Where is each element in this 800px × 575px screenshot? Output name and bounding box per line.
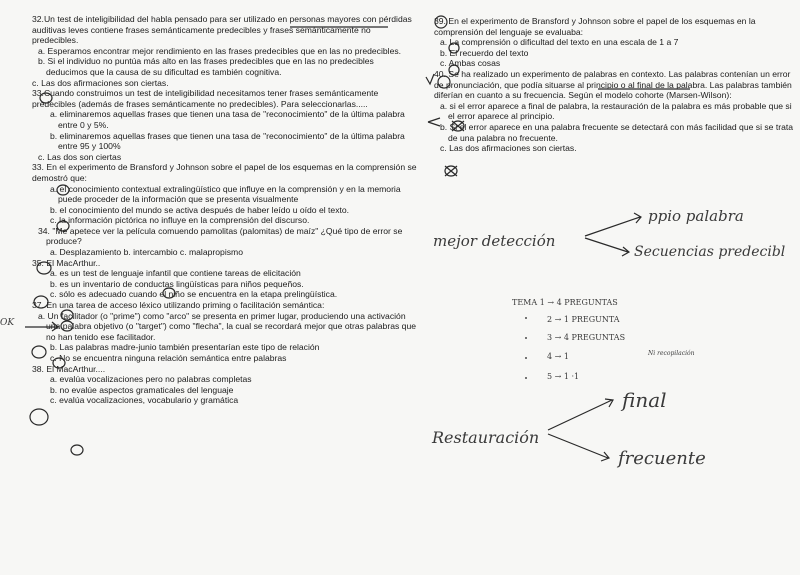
answer-circle-q40c	[445, 166, 457, 176]
q39-option-c: c. Ambas cosas	[440, 58, 501, 69]
q37-option-b: b. Las palabras madre-junio también presentarían este tipo de relación	[50, 342, 320, 353]
note-tema-2: 2 → 1 PREGUNTA	[547, 315, 620, 324]
q39-option-b: b. El recuerdo del texto	[440, 47, 529, 58]
q37-stem: 37. En una tarea de acceso léxico utilizando priming o facilitación semántica:	[32, 300, 325, 311]
q38-option-a: a. evalúa vocalizaciones pero no palabras completas	[50, 374, 252, 385]
q33a-option-b: b. eliminaremos aquellas frases que tienen una tasa de "reconocimiento" de la última palabra entre 95 y 100%	[50, 130, 405, 152]
q40-option-c: c. Las dos afirmaciones son ciertas.	[440, 143, 577, 154]
note-ok: OK	[0, 318, 15, 328]
q38-option-c: c. evalúa vocalizaciones, vocabulario y gramática	[50, 395, 239, 406]
q33b-option-b: b. el conocimiento del mundo se activa después de haber leído u oído el texto.	[50, 204, 350, 215]
checkmark-q40	[426, 74, 434, 84]
answer-circle-q38	[71, 445, 83, 455]
arrow-to-frecuente	[548, 434, 609, 461]
cross-q40c	[445, 166, 457, 176]
q34-stem: 34. "Me apetece ver la película comuendo pamolitas (palomitas) de maíz" ¿Qué tipo de error se produce?	[38, 225, 403, 247]
note-ppio-palabra: ppio palabra	[648, 207, 744, 225]
right-column	[434, 16, 794, 154]
q38-stem: 38. El MacArthur....	[32, 363, 106, 374]
q34-options: a. Desplazamiento b. intercambio c. malapropismo	[50, 247, 243, 258]
q33a-stem: 33.Cuando construimos un test de inteligibilidad necesitamos tener frases semánticamente predecibles (además de frases semánticamente no predecibles). Para seleccionarlas.....	[32, 88, 379, 109]
arrow-to-secuencias	[585, 238, 629, 256]
q35-option-b: b. es un inventario de conductas lingüísticas para niños pequeños.	[50, 278, 304, 289]
arrow-to-ppio	[585, 213, 641, 236]
note-tema-3: 3 → 4 PREGUNTAS	[547, 333, 626, 342]
q33a-option-c: c. Las dos son ciertas	[38, 151, 122, 162]
q40-stem: 40. Se ha realizado un experimento de palabras en contexto. Las palabras contenían un error de pronunciación, que podía situarse al principio o al final de la palabra. Las palabras también diferían en cuanto a su frecuencia. Según el modelo cohorte (Marsen-Wilson):	[434, 68, 792, 101]
q35-option-c: c. sólo es adecuado cuando el niño se encuentra en la etapa prelingüística.	[50, 289, 338, 300]
q40-option-b: b. Si el error aparece en una palabra frecuente se detectará con más facilidad que si se trata de una palabra no frecuente.	[440, 121, 794, 143]
note-tema-1: TEMA 1 → 4 PREGUNTAS	[512, 298, 618, 307]
question-circle-q38	[30, 409, 48, 425]
note-restauracion: Restauración	[432, 428, 540, 447]
q38-option-b: b. no evalúe aspectos gramaticales del lenguaje	[50, 384, 234, 395]
q35-stem: 35. El MacArthur..	[32, 257, 101, 268]
q37-option-c: c. No se encuentra ninguna relación semántica entre palabras	[50, 353, 287, 363]
q35-option-a: a. es un test de lenguaje infantil que contiene tareas de elicitación	[50, 268, 301, 279]
q39-stem: 39. En el experimento de Bransford y Johnson sobre el papel de los esquemas en la comprensión del lenguaje se evaluaba:	[434, 16, 756, 37]
note-final: final	[622, 388, 667, 412]
q32-option-a: a. Esperamos encontrar mejor rendimiento en las frases predecibles que en las no predecibles.	[38, 45, 402, 56]
q33b-stem: 33. En el experimento de Bransford y Johnson sobre el papel de los esquemas en la comprensión se demostró que:	[32, 162, 417, 183]
q33b-option-a: a. el conocimiento contextual extralingüístico que influye en la comprensión y en la memoria puede proceder de la información que se presenta visualmente	[50, 183, 401, 205]
note-frecuente: frecuente	[618, 448, 706, 469]
note-small: Ni recopilación	[648, 350, 695, 357]
q33b-option-c: c. la información pictórica no influye en la comprensión del discurso.	[50, 215, 310, 226]
q32-option-c: c. Las dos afirmaciones son ciertas.	[32, 77, 169, 88]
left-column	[32, 14, 417, 406]
q32-stem: 32.Un test de inteligibilidad del habla pensado para ser utilizado en personas mayores con pérdidas auditivas leves contiene frases semánticamente predecibles y frases semánticamente no predecibles.	[32, 14, 412, 46]
q37-option-a: a. Un facilitador (o "prime") como "arco" se presenta en primer lugar, produciendo una activación una palabra objetivo (o "target") como "flecha", la cual se recordará mejor que otras palabras que no han tenido ese facilitador.	[38, 310, 417, 342]
note-mejor-deteccion: mejor detección	[433, 232, 556, 250]
q33a-option-a: a. eliminaremos aquellas frases que tienen una tasa de "reconocimiento" de la última palabra entre 0 y 5%.	[50, 109, 405, 130]
q40-option-a: a. si el error aparece a final de palabra, la restauración de la palabra es más probable que si el error aparece al principio.	[440, 100, 792, 122]
arrow-to-final	[548, 399, 613, 430]
note-tema-4: 4 → 1	[547, 352, 569, 361]
note-tema-5: 5 → 1 ·1	[547, 372, 580, 381]
tema-marker-1	[525, 318, 527, 378]
q39-option-a: a. La comprensión o dificultad del texto en una escala de 1 a 7	[440, 37, 679, 48]
q32-option-b: b. Si el individuo no puntúa más alto en las frases predecibles que en las no predecibles deducimos que la causa de su dificultad es también cognitiva.	[38, 56, 374, 77]
note-secuencias: Secuencias predecibl	[634, 244, 786, 260]
